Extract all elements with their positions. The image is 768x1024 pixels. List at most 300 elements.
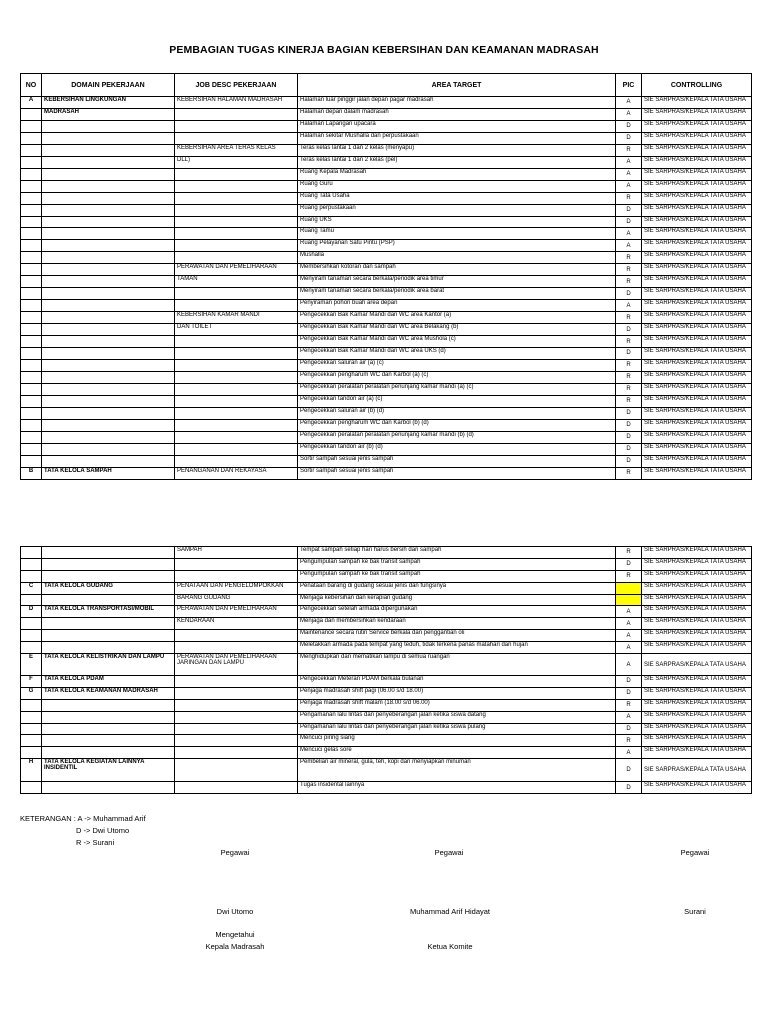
table-row bbox=[21, 443, 752, 455]
cell-job bbox=[175, 240, 298, 252]
cell-job: PERAWATAN DAN PEMELIHARAAN JARINGAN DAN LAMPU bbox=[175, 654, 298, 676]
cell-no bbox=[21, 747, 42, 759]
cell-domain bbox=[42, 642, 175, 654]
cell-controlling: SIE SARPRAS/KEPALA TATA USAHA bbox=[642, 711, 752, 723]
cell-job bbox=[175, 723, 298, 735]
table-row bbox=[21, 687, 752, 699]
cell-pic: D bbox=[616, 558, 642, 570]
cell-job bbox=[175, 120, 298, 132]
cell-area: Menjaga kebersihan dan kerapian gudang bbox=[298, 594, 616, 606]
cell-no: C bbox=[21, 582, 42, 594]
cell-pic: A bbox=[616, 606, 642, 618]
cell-domain bbox=[42, 594, 175, 606]
cell-domain bbox=[42, 747, 175, 759]
cell-no bbox=[21, 407, 42, 419]
cell-pic: R bbox=[616, 336, 642, 348]
cell-no bbox=[21, 276, 42, 288]
cell-job: KENDARAAN bbox=[175, 618, 298, 630]
cell-controlling: SIE SARPRAS/KEPALA TATA USAHA bbox=[642, 699, 752, 711]
cell-pic: D bbox=[616, 419, 642, 431]
cell-pic: D bbox=[616, 443, 642, 455]
cell-domain bbox=[42, 348, 175, 360]
cell-domain bbox=[42, 132, 175, 144]
cell-domain: TATA KELOLA KEAMANAN MADRASAH bbox=[42, 687, 175, 699]
table-row bbox=[21, 204, 752, 216]
cell-controlling: SIE SARPRAS/KEPALA TATA USAHA bbox=[642, 252, 752, 264]
cell-area: Pengecekkan Bak Kamar Mandi dan WC area Belakang (b) bbox=[298, 324, 616, 336]
table-row bbox=[21, 467, 752, 479]
cell-job bbox=[175, 204, 298, 216]
cell-area: Pengecekkan tandon air (a) (c) bbox=[298, 395, 616, 407]
cell-area: Pengecekkan setelah armada dipergunakan bbox=[298, 606, 616, 618]
signature-role-3: Pegawai bbox=[680, 848, 710, 857]
cell-job bbox=[175, 711, 298, 723]
cell-pic: D bbox=[616, 348, 642, 360]
table-row bbox=[21, 618, 752, 630]
cell-area: Pengecekkan pengharum WC dan Karbol (b) (d) bbox=[298, 419, 616, 431]
cell-job: PERAWATAN DAN PEMELIHARAAN bbox=[175, 264, 298, 276]
cell-area: Ruang Guru bbox=[298, 180, 616, 192]
cell-no bbox=[21, 711, 42, 723]
table-row bbox=[21, 547, 752, 559]
table-row bbox=[21, 711, 752, 723]
cell-domain bbox=[42, 288, 175, 300]
cell-controlling: SIE SARPRAS/KEPALA TATA USAHA bbox=[642, 264, 752, 276]
cell-area: Pengumpulan sampah ke bak transit sampah bbox=[298, 558, 616, 570]
table-row bbox=[21, 383, 752, 395]
cell-pic bbox=[616, 594, 642, 606]
cell-area: Pengecekkan peralatan peralatan penunjang kamar mandi (a) (c) bbox=[298, 383, 616, 395]
cell-job: SAMPAH bbox=[175, 547, 298, 559]
cell-controlling: SIE SARPRAS/KEPALA TATA USAHA bbox=[642, 359, 752, 371]
cell-pic: D bbox=[616, 759, 642, 782]
cell-controlling: SIE SARPRAS/KEPALA TATA USAHA bbox=[642, 395, 752, 407]
cell-area: Pembelian air mineral, gula, teh, kopi dan menyiapkan minuman bbox=[298, 759, 616, 782]
cell-domain: TATA KELOLA PDAM bbox=[42, 676, 175, 688]
cell-job: PENANGANAN DAN REKAYASA bbox=[175, 467, 298, 479]
cell-job bbox=[175, 431, 298, 443]
cell-no bbox=[21, 558, 42, 570]
cell-controlling: SIE SARPRAS/KEPALA TATA USAHA bbox=[642, 547, 752, 559]
table-row bbox=[21, 395, 752, 407]
cell-controlling: SIE SARPRAS/KEPALA TATA USAHA bbox=[642, 676, 752, 688]
cell-job bbox=[175, 570, 298, 582]
cell-domain bbox=[42, 443, 175, 455]
cell-pic: R bbox=[616, 570, 642, 582]
cell-pic: R bbox=[616, 395, 642, 407]
cell-controlling: SIE SARPRAS/KEPALA TATA USAHA bbox=[642, 735, 752, 747]
signature-name-1: Dwi Utomo bbox=[216, 907, 254, 916]
cell-controlling: SIE SARPRAS/KEPALA TATA USAHA bbox=[642, 180, 752, 192]
cell-pic: R bbox=[616, 699, 642, 711]
cell-pic: A bbox=[616, 168, 642, 180]
cell-pic: A bbox=[616, 711, 642, 723]
cell-area: Pengecekkan tandon air (b) (d) bbox=[298, 443, 616, 455]
cell-domain bbox=[42, 407, 175, 419]
cell-area: Penyiraman pohon buah area depan bbox=[298, 300, 616, 312]
table-row bbox=[21, 782, 752, 794]
cell-pic: D bbox=[616, 120, 642, 132]
cell-domain bbox=[42, 312, 175, 324]
cell-job bbox=[175, 336, 298, 348]
cell-domain bbox=[42, 240, 175, 252]
cell-area: Sortir sampah sesuai jenis sampah bbox=[298, 467, 616, 479]
cell-domain bbox=[42, 431, 175, 443]
table-row bbox=[21, 407, 752, 419]
ketua-komite-label: Ketua Komite bbox=[427, 942, 473, 951]
table-row bbox=[21, 97, 752, 109]
cell-job bbox=[175, 348, 298, 360]
cell-pic: R bbox=[616, 192, 642, 204]
cell-no bbox=[21, 336, 42, 348]
header-area: AREA TARGET bbox=[298, 74, 616, 97]
cell-controlling: SIE SARPRAS/KEPALA TATA USAHA bbox=[642, 192, 752, 204]
cell-area: Menyiram tanaman secara berkala/periodik area timur bbox=[298, 276, 616, 288]
table-row bbox=[21, 359, 752, 371]
table-row bbox=[21, 156, 752, 168]
cell-no bbox=[21, 630, 42, 642]
cell-pic: R bbox=[616, 547, 642, 559]
cell-pic: D bbox=[616, 324, 642, 336]
signature-role-1: Pegawai bbox=[220, 848, 250, 857]
cell-job bbox=[175, 359, 298, 371]
cell-job bbox=[175, 642, 298, 654]
cell-domain bbox=[42, 371, 175, 383]
cell-pic: D bbox=[616, 723, 642, 735]
cell-controlling: SIE SARPRAS/KEPALA TATA USAHA bbox=[642, 168, 752, 180]
cell-domain bbox=[42, 228, 175, 240]
cell-domain bbox=[42, 558, 175, 570]
header-job: JOB DESC PEKERJAAN bbox=[175, 74, 298, 97]
cell-domain bbox=[42, 570, 175, 582]
cell-area: Halaman Lapangan upacara bbox=[298, 120, 616, 132]
cell-pic: A bbox=[616, 642, 642, 654]
cell-pic: D bbox=[616, 782, 642, 794]
cell-domain bbox=[42, 699, 175, 711]
table-row bbox=[21, 144, 752, 156]
header-controlling: CONTROLLING bbox=[642, 74, 752, 97]
cell-controlling: SIE SARPRAS/KEPALA TATA USAHA bbox=[642, 276, 752, 288]
cell-no bbox=[21, 144, 42, 156]
cell-domain bbox=[42, 144, 175, 156]
cell-area: Penataan barang di gudang sesuai jenis dan fungsinya bbox=[298, 582, 616, 594]
cell-domain: TATA KELOLA TRANSPORTASI/MOBIL bbox=[42, 606, 175, 618]
cell-area: Halaman luar pinggir jalan depan pagar madrasah bbox=[298, 97, 616, 109]
cell-no bbox=[21, 395, 42, 407]
cell-domain bbox=[42, 630, 175, 642]
cell-no bbox=[21, 431, 42, 443]
table-row bbox=[21, 348, 752, 360]
cell-area: Penjaga madrasah shift malam (18.00 s/d 06.00) bbox=[298, 699, 616, 711]
cell-no bbox=[21, 642, 42, 654]
cell-domain bbox=[42, 156, 175, 168]
table-row bbox=[21, 228, 752, 240]
cell-area: Pengumpulan sampah ke bak transit sampah bbox=[298, 570, 616, 582]
cell-no bbox=[21, 192, 42, 204]
cell-no bbox=[21, 371, 42, 383]
cell-area: Halaman sekitar Mushalla dan perpustakaan bbox=[298, 132, 616, 144]
table-row bbox=[21, 132, 752, 144]
cell-controlling: SIE SARPRAS/KEPALA TATA USAHA bbox=[642, 300, 752, 312]
cell-job bbox=[175, 630, 298, 642]
cell-domain bbox=[42, 455, 175, 467]
cell-area: Meletakkan armada pada tempat yang teduh, tidak terkena panas matahari dan hujan bbox=[298, 642, 616, 654]
cell-domain bbox=[42, 395, 175, 407]
cell-pic: D bbox=[616, 216, 642, 228]
cell-job: DLL) bbox=[175, 156, 298, 168]
table-row bbox=[21, 324, 752, 336]
legend-label: KETERANGAN : bbox=[20, 814, 76, 823]
cell-job bbox=[175, 419, 298, 431]
legend-a: A -> Muhammad Arif bbox=[77, 814, 146, 823]
cell-area: Tugas insidental lainnya bbox=[298, 782, 616, 794]
cell-job: TAMAN bbox=[175, 276, 298, 288]
cell-pic: R bbox=[616, 383, 642, 395]
table-row bbox=[21, 747, 752, 759]
cell-pic: D bbox=[616, 687, 642, 699]
cell-no bbox=[21, 443, 42, 455]
cell-controlling: SIE SARPRAS/KEPALA TATA USAHA bbox=[642, 582, 752, 594]
header-domain: DOMAIN PEKERJAAN bbox=[42, 74, 175, 97]
cell-job bbox=[175, 455, 298, 467]
table-row bbox=[21, 654, 752, 676]
table-row bbox=[21, 240, 752, 252]
cell-pic: A bbox=[616, 97, 642, 109]
cell-area: Pengecekkan pengharum WC dan Karbol (a) (c) bbox=[298, 371, 616, 383]
cell-no: B bbox=[21, 467, 42, 479]
cell-pic: A bbox=[616, 618, 642, 630]
cell-no: D bbox=[21, 606, 42, 618]
cell-domain: TATA KELOLA KELISTRIKAN DAN LAMPU bbox=[42, 654, 175, 676]
cell-no bbox=[21, 735, 42, 747]
table-row bbox=[21, 594, 752, 606]
table-row bbox=[21, 630, 752, 642]
table-row bbox=[21, 735, 752, 747]
cell-job bbox=[175, 676, 298, 688]
cell-job: KEBERSIHAN KAMAR MANDI bbox=[175, 312, 298, 324]
cell-pic: R bbox=[616, 276, 642, 288]
cell-controlling: SIE SARPRAS/KEPALA TATA USAHA bbox=[642, 383, 752, 395]
header-pic: PIC bbox=[616, 74, 642, 97]
cell-controlling: SIE SARPRAS/KEPALA TATA USAHA bbox=[642, 156, 752, 168]
table-row bbox=[21, 264, 752, 276]
cell-job bbox=[175, 443, 298, 455]
cell-pic: A bbox=[616, 630, 642, 642]
table-row bbox=[21, 168, 752, 180]
task-table-1 bbox=[20, 73, 752, 480]
cell-no bbox=[21, 132, 42, 144]
cell-domain bbox=[42, 547, 175, 559]
cell-pic: D bbox=[616, 288, 642, 300]
document-title: PEMBAGIAN TUGAS KINERJA BAGIAN KEBERSIHAN DAN KEAMANAN MADRASAH bbox=[169, 44, 599, 56]
cell-controlling: SIE SARPRAS/KEPALA TATA USAHA bbox=[642, 443, 752, 455]
cell-area: Menghidupkan dan mematikan lampu di semua ruangan bbox=[298, 654, 616, 676]
cell-area: Ruang UKS bbox=[298, 216, 616, 228]
cell-pic: R bbox=[616, 371, 642, 383]
cell-pic: D bbox=[616, 676, 642, 688]
cell-domain bbox=[42, 276, 175, 288]
cell-controlling: SIE SARPRAS/KEPALA TATA USAHA bbox=[642, 336, 752, 348]
cell-no bbox=[21, 264, 42, 276]
cell-domain bbox=[42, 782, 175, 794]
cell-controlling: SIE SARPRAS/KEPALA TATA USAHA bbox=[642, 407, 752, 419]
cell-controlling: SIE SARPRAS/KEPALA TATA USAHA bbox=[642, 348, 752, 360]
cell-job bbox=[175, 216, 298, 228]
cell-no bbox=[21, 618, 42, 630]
cell-domain bbox=[42, 264, 175, 276]
table-row bbox=[21, 606, 752, 618]
cell-pic: R bbox=[616, 264, 642, 276]
cell-area: Ruang Pelayanan Satu Pintu (PSP) bbox=[298, 240, 616, 252]
cell-area: Pengecekkan saluran air (a) (c) bbox=[298, 359, 616, 371]
cell-domain: TATA KELOLA SAMPAH bbox=[42, 467, 175, 479]
cell-job bbox=[175, 782, 298, 794]
cell-controlling: SIE SARPRAS/KEPALA TATA USAHA bbox=[642, 570, 752, 582]
cell-job bbox=[175, 371, 298, 383]
cell-pic: A bbox=[616, 300, 642, 312]
cell-controlling: SIE SARPRAS/KEPALA TATA USAHA bbox=[642, 431, 752, 443]
cell-no bbox=[21, 180, 42, 192]
table-row bbox=[21, 192, 752, 204]
cell-controlling: SIE SARPRAS/KEPALA TATA USAHA bbox=[642, 120, 752, 132]
table-row bbox=[21, 336, 752, 348]
cell-domain bbox=[42, 723, 175, 735]
cell-controlling: SIE SARPRAS/KEPALA TATA USAHA bbox=[642, 606, 752, 618]
cell-area: Ruang perpustakaan bbox=[298, 204, 616, 216]
cell-no bbox=[21, 419, 42, 431]
cell-job bbox=[175, 735, 298, 747]
table-row bbox=[21, 312, 752, 324]
cell-area: Teras kelas lantai 1 dan 2 kelas (menyapu) bbox=[298, 144, 616, 156]
cell-area: Menyiram tanaman secara berkala/periodik area barat bbox=[298, 288, 616, 300]
cell-controlling: SIE SARPRAS/KEPALA TATA USAHA bbox=[642, 97, 752, 109]
cell-area: Ruang Tamu bbox=[298, 228, 616, 240]
signature-name-3: Surani bbox=[684, 907, 706, 916]
cell-domain bbox=[42, 300, 175, 312]
cell-controlling: SIE SARPRAS/KEPALA TATA USAHA bbox=[642, 419, 752, 431]
cell-pic: D bbox=[616, 204, 642, 216]
cell-domain bbox=[42, 252, 175, 264]
cell-controlling: SIE SARPRAS/KEPALA TATA USAHA bbox=[642, 288, 752, 300]
cell-no bbox=[21, 699, 42, 711]
cell-pic: R bbox=[616, 467, 642, 479]
cell-controlling: SIE SARPRAS/KEPALA TATA USAHA bbox=[642, 240, 752, 252]
cell-job bbox=[175, 132, 298, 144]
kepala-madrasah-label: Kepala Madrasah bbox=[205, 942, 265, 951]
cell-pic: D bbox=[616, 407, 642, 419]
legend-d: D -> Dwi Utomo bbox=[76, 826, 130, 835]
cell-pic: A bbox=[616, 747, 642, 759]
cell-area: Pengamanan lalu lintas dan penyeberangan jalan ketika siswa pulang bbox=[298, 723, 616, 735]
cell-job bbox=[175, 395, 298, 407]
cell-area: Pengecekkan Meteran PDAM berkala bulanan bbox=[298, 676, 616, 688]
cell-controlling: SIE SARPRAS/KEPALA TATA USAHA bbox=[642, 324, 752, 336]
cell-no: E bbox=[21, 654, 42, 676]
cell-controlling: SIE SARPRAS/KEPALA TATA USAHA bbox=[642, 687, 752, 699]
cell-job bbox=[175, 558, 298, 570]
cell-no bbox=[21, 348, 42, 360]
cell-area: Pengecekkan saluran air (b) (d) bbox=[298, 407, 616, 419]
cell-area: Pengecekkan Bak Kamar Mandi dan WC area Mushola (c) bbox=[298, 336, 616, 348]
cell-job bbox=[175, 687, 298, 699]
table-row bbox=[21, 371, 752, 383]
cell-no bbox=[21, 228, 42, 240]
cell-no bbox=[21, 204, 42, 216]
cell-area: Pengecekkan peralatan peralatan penunjang kamar mandi (b) (d) bbox=[298, 431, 616, 443]
cell-job bbox=[175, 288, 298, 300]
cell-no bbox=[21, 723, 42, 735]
cell-controlling: SIE SARPRAS/KEPALA TATA USAHA bbox=[642, 782, 752, 794]
cell-area: Penjaga madrasah shift pagi (06.00 s/d 18.00) bbox=[298, 687, 616, 699]
cell-controlling: SIE SARPRAS/KEPALA TATA USAHA bbox=[642, 467, 752, 479]
cell-controlling: SIE SARPRAS/KEPALA TATA USAHA bbox=[642, 455, 752, 467]
cell-domain: TATA KELOLA GUDANG bbox=[42, 582, 175, 594]
table-row bbox=[21, 180, 752, 192]
cell-job: KEBERSIHAN AREA TERAS KELAS bbox=[175, 144, 298, 156]
table-row bbox=[21, 120, 752, 132]
cell-controlling: SIE SARPRAS/KEPALA TATA USAHA bbox=[642, 558, 752, 570]
cell-domain bbox=[42, 711, 175, 723]
table-row bbox=[21, 570, 752, 582]
cell-area: Maintenance secara rutin Service berkala dan penggantian oli bbox=[298, 630, 616, 642]
cell-pic: R bbox=[616, 359, 642, 371]
table-row bbox=[21, 582, 752, 594]
cell-pic: A bbox=[616, 240, 642, 252]
cell-pic: A bbox=[616, 156, 642, 168]
cell-no bbox=[21, 288, 42, 300]
table-row bbox=[21, 108, 752, 120]
cell-no bbox=[21, 252, 42, 264]
cell-controlling: SIE SARPRAS/KEPALA TATA USAHA bbox=[642, 216, 752, 228]
task-table-2 bbox=[20, 546, 752, 794]
cell-area: Tempat sampah setiap hari harus bersih dari sampah bbox=[298, 547, 616, 559]
cell-pic: A bbox=[616, 180, 642, 192]
cell-no bbox=[21, 547, 42, 559]
cell-job bbox=[175, 699, 298, 711]
cell-controlling: SIE SARPRAS/KEPALA TATA USAHA bbox=[642, 747, 752, 759]
cell-controlling: SIE SARPRAS/KEPALA TATA USAHA bbox=[642, 723, 752, 735]
cell-pic: R bbox=[616, 312, 642, 324]
cell-area: Ruang Tata Usaha bbox=[298, 192, 616, 204]
cell-controlling: SIE SARPRAS/KEPALA TATA USAHA bbox=[642, 618, 752, 630]
cell-no bbox=[21, 455, 42, 467]
cell-domain bbox=[42, 120, 175, 132]
cell-area: Ruang Kepala Madrasah bbox=[298, 168, 616, 180]
cell-pic: R bbox=[616, 144, 642, 156]
cell-job: BARANG GUDANG bbox=[175, 594, 298, 606]
table-row bbox=[21, 300, 752, 312]
table-row bbox=[21, 252, 752, 264]
cell-area: Mencuci piring siang bbox=[298, 735, 616, 747]
table-row bbox=[21, 699, 752, 711]
table-row bbox=[21, 558, 752, 570]
cell-job bbox=[175, 168, 298, 180]
cell-job: PENATAAN DAN PENGELOMPOKKAN bbox=[175, 582, 298, 594]
cell-domain bbox=[42, 359, 175, 371]
cell-area: Mencuci gelas sore bbox=[298, 747, 616, 759]
signature-name-2: Muhammad Arif Hidayat bbox=[409, 907, 491, 916]
cell-area: Halaman depan dalam madrasah bbox=[298, 108, 616, 120]
cell-area: Mushalla bbox=[298, 252, 616, 264]
table-row bbox=[21, 288, 752, 300]
cell-no bbox=[21, 359, 42, 371]
cell-controlling: SIE SARPRAS/KEPALA TATA USAHA bbox=[642, 654, 752, 676]
cell-no bbox=[21, 240, 42, 252]
cell-pic: D bbox=[616, 132, 642, 144]
cell-controlling: SIE SARPRAS/KEPALA TATA USAHA bbox=[642, 642, 752, 654]
cell-area: Sortir sampah sesuai jenis sampah bbox=[298, 455, 616, 467]
cell-controlling: SIE SARPRAS/KEPALA TATA USAHA bbox=[642, 594, 752, 606]
